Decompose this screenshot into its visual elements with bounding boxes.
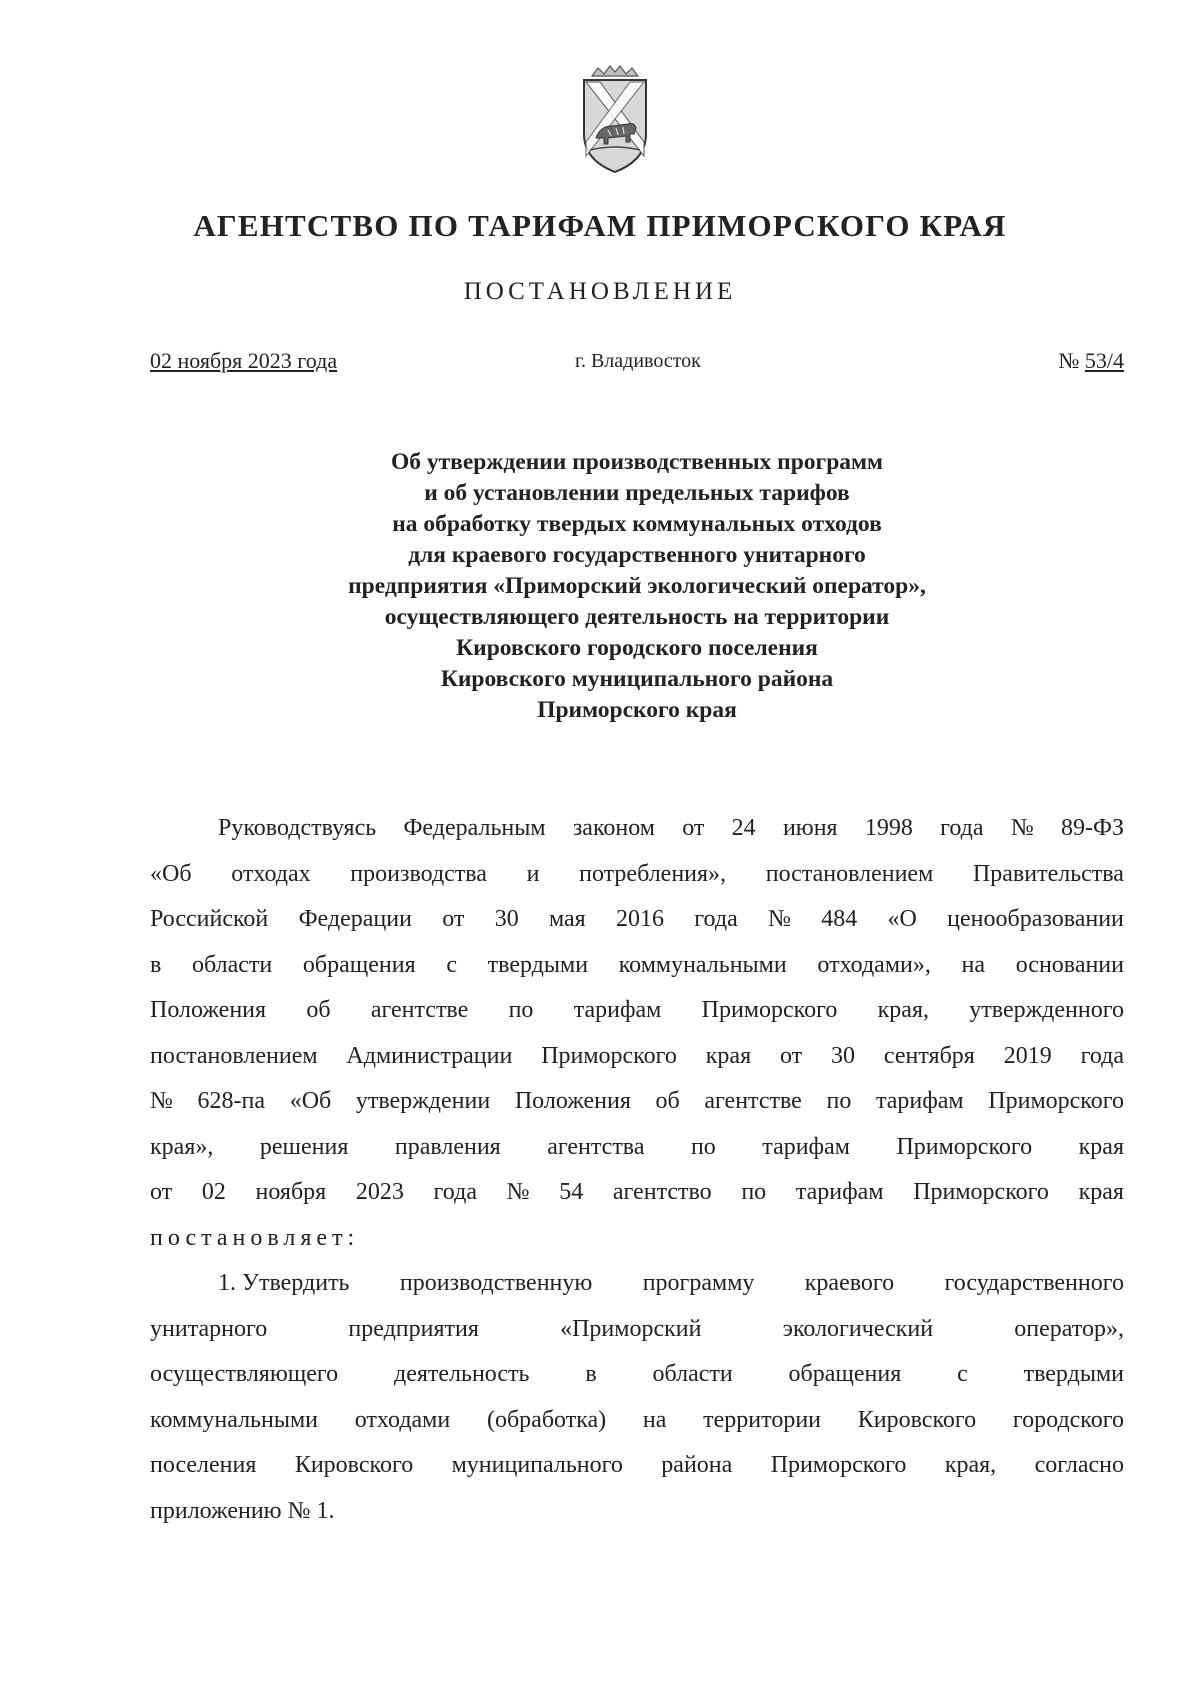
word: по [741, 1179, 767, 1205]
word: Федеральным [403, 815, 546, 841]
word: края [705, 1042, 752, 1069]
document-city: г. Владивосток [575, 350, 701, 372]
title-line: осуществляющего деятельность на территории [384, 604, 890, 630]
word: Федерации [298, 906, 412, 932]
word: Правительства [972, 860, 1124, 887]
word: законом [572, 815, 655, 841]
word: на [961, 951, 986, 978]
title-line: Приморского края [537, 697, 737, 723]
number-value: 53/4 [1084, 348, 1124, 373]
word: по [826, 1088, 852, 1114]
title-line: на обработку твердых коммунальных отходов [392, 511, 882, 537]
text-line [150, 943, 1124, 989]
word: агентства [547, 1133, 645, 1160]
resolves-line [150, 1216, 1124, 1262]
word: программу [642, 1270, 755, 1296]
word: осуществляющего [150, 1361, 339, 1387]
text-line [150, 1170, 1124, 1216]
word: обращения [302, 951, 416, 978]
coat-of-arms-emblem [578, 64, 652, 176]
text-line [150, 897, 1124, 943]
word: муниципального [451, 1452, 623, 1478]
word: согласно [1034, 1452, 1124, 1478]
word: от [780, 1042, 803, 1069]
word: Положения [150, 997, 267, 1023]
number-prefix: № [1058, 348, 1085, 373]
word: от [442, 906, 465, 932]
word: коммунальными [618, 951, 787, 978]
word: об [655, 1088, 680, 1114]
word: 1. Утвердить [218, 1270, 350, 1296]
text-line [150, 1261, 1124, 1307]
word: экологический [782, 1315, 934, 1342]
word: по [508, 997, 534, 1023]
item-1-paragraph [150, 1261, 1124, 1489]
document-number [1058, 348, 1124, 374]
text-line [150, 1443, 1124, 1489]
word: мая [548, 906, 586, 932]
word: «О [887, 906, 917, 932]
word: 30 [494, 906, 519, 932]
word: края, [944, 1452, 997, 1478]
word: 02 [201, 1179, 226, 1205]
word: твердыми [1023, 1361, 1124, 1387]
word: Приморского [541, 1042, 677, 1069]
word: 2016 [616, 906, 664, 932]
word: (обработка) [486, 1406, 607, 1433]
item-1-last-text: приложению № 1. [150, 1497, 335, 1524]
title-line: для краевого государственного унитарного [408, 542, 866, 568]
item-1-last-line [150, 1489, 1124, 1535]
word: потребления», [579, 860, 727, 887]
word: отходами», [817, 951, 931, 978]
word: области [192, 951, 273, 978]
word: области [652, 1361, 733, 1387]
word: июня [782, 815, 838, 841]
word: края», [150, 1133, 214, 1160]
word: агентстве [704, 1088, 802, 1114]
word: Приморского [913, 1179, 1049, 1205]
word: производства [350, 860, 487, 887]
word: Приморского [701, 997, 838, 1023]
word: 89-ФЗ [1060, 815, 1124, 841]
word: 2023 [355, 1179, 404, 1205]
word: «Об [150, 860, 192, 887]
word: правления [394, 1133, 501, 1160]
word: тарифам [875, 1088, 964, 1114]
word: основании [1015, 951, 1124, 978]
word: городского [1012, 1406, 1124, 1433]
word: № [768, 906, 791, 932]
word: № [506, 1179, 530, 1205]
text-line [150, 1125, 1124, 1171]
word: ценообразовании [947, 906, 1124, 932]
word: производственную [399, 1270, 593, 1296]
word: утвержденного [969, 997, 1124, 1023]
word: коммунальными [150, 1406, 318, 1433]
word: года [1080, 1042, 1124, 1069]
word: Кировского [857, 1406, 977, 1433]
word: ноября [255, 1179, 327, 1205]
word: Кировского [294, 1452, 414, 1478]
word: края [1078, 1179, 1124, 1205]
word: «Об [289, 1088, 332, 1114]
word: 628-па [197, 1088, 266, 1114]
word: тарифам [795, 1179, 884, 1205]
word: Приморского [988, 1088, 1124, 1114]
document-meta-row [150, 348, 1124, 380]
text-line [150, 1398, 1124, 1444]
word: тарифам [762, 1133, 850, 1160]
word: района [661, 1452, 733, 1478]
word: года [433, 1179, 477, 1205]
word: постановлением [765, 860, 934, 887]
word: в [150, 951, 162, 978]
preamble-paragraph [150, 806, 1124, 1216]
title-line: Кировского городского поселения [456, 635, 818, 661]
word: по [690, 1133, 716, 1160]
word: 1998 [864, 815, 913, 841]
document-title [150, 447, 1124, 726]
word: решения [259, 1133, 349, 1160]
word: Администрации [346, 1042, 513, 1069]
word: с [957, 1361, 968, 1387]
word: № [1010, 815, 1034, 841]
word: деятельность [393, 1361, 530, 1387]
word: 2019 [1003, 1042, 1052, 1069]
title-line: и об установлении предельных тарифов [424, 480, 850, 506]
word: унитарного [150, 1315, 268, 1342]
word: в [585, 1361, 597, 1387]
word: и [526, 860, 540, 887]
word: года [940, 815, 984, 841]
word: 484 [821, 906, 858, 932]
word: краевого [804, 1270, 895, 1296]
text-line [150, 1352, 1124, 1398]
document-type: ПОСТАНОВЛЕНИЕ [463, 278, 737, 305]
word: 24 [731, 815, 756, 841]
text-line [150, 806, 1124, 852]
word: с [446, 951, 457, 978]
document-body [150, 806, 1124, 1534]
document-date: 02 ноября 2023 года [150, 348, 338, 373]
word: утверждении [355, 1088, 491, 1114]
title-line: Кировского муниципального района [440, 666, 834, 692]
title-line: предприятия «Приморский экологический оператор», [348, 573, 926, 599]
word: отходами [354, 1406, 451, 1433]
word: года [694, 906, 738, 932]
word: предприятия [348, 1315, 479, 1342]
word: края [1078, 1133, 1124, 1160]
word: сентября [883, 1042, 975, 1069]
text-line [150, 988, 1124, 1034]
title-line: Об утверждении производственных программ [390, 449, 884, 475]
text-line [150, 1079, 1124, 1125]
word: Приморского [770, 1452, 907, 1478]
word: отходах [231, 860, 311, 887]
word: поселения [150, 1452, 257, 1478]
word: № [150, 1088, 173, 1114]
text-line [150, 852, 1124, 898]
word: Положения [514, 1088, 631, 1114]
text-line [150, 1307, 1124, 1353]
word: обращения [788, 1361, 902, 1387]
word: агентство [612, 1179, 712, 1205]
word: 30 [831, 1042, 856, 1069]
word: агентстве [370, 997, 469, 1023]
word: оператор», [1014, 1315, 1124, 1342]
word: на [642, 1406, 667, 1433]
word: государственного [944, 1270, 1124, 1296]
word: твердыми [487, 951, 589, 978]
word: края, [877, 997, 929, 1023]
agency-name: АГЕНТСТВО ПО ТАРИФАМ ПРИМОРСКОГО КРАЯ [193, 208, 1007, 243]
word: Приморского [896, 1133, 1033, 1160]
word: Руководствуясь [218, 815, 377, 841]
word: от [150, 1179, 173, 1205]
text-line [150, 1034, 1124, 1080]
word: постановлением [150, 1042, 318, 1069]
resolves-word: постановляет: [150, 1224, 360, 1251]
word: об [306, 997, 331, 1023]
word: «Приморский [560, 1315, 702, 1342]
word: Российской [150, 906, 269, 932]
word: тарифам [573, 997, 662, 1023]
word: от [682, 815, 705, 841]
word: 54 [559, 1179, 584, 1205]
word: территории [703, 1406, 821, 1433]
